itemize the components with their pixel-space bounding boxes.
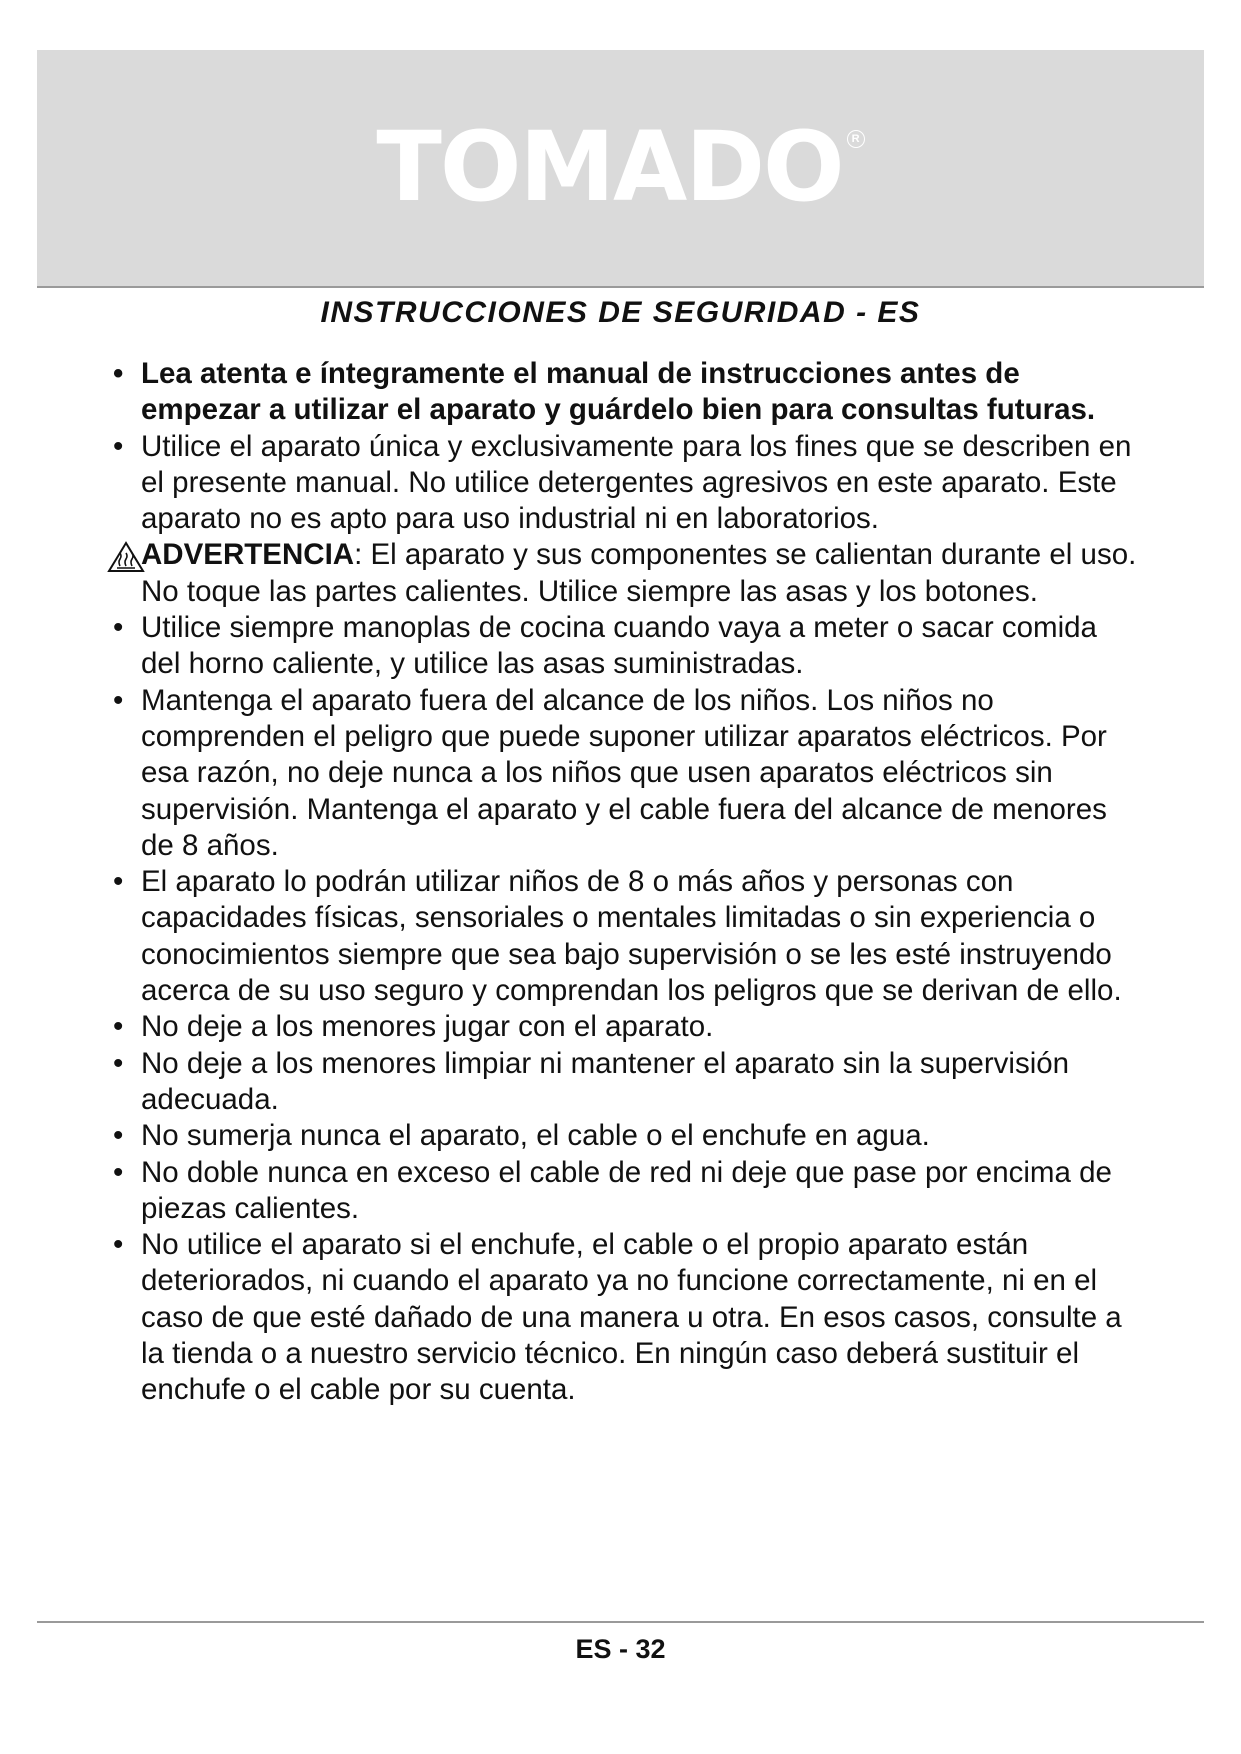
- header-band: [37, 50, 1204, 288]
- bullet: •: [113, 1155, 124, 1189]
- list-item: [113, 429, 1143, 538]
- bullet: •: [113, 1228, 124, 1262]
- list-item-text: No doble nunca en exceso el cable de red ni deje que pase por encima de piezas calientes.: [141, 1155, 1112, 1225]
- list-item: [113, 683, 1143, 864]
- page-number: ES - 32: [575, 1634, 666, 1664]
- safety-instructions-list: [113, 356, 1143, 1409]
- list-item: [113, 1227, 1143, 1408]
- list-item-text: Lea atenta e íntegramente el manual de instrucciones antes de empezar a utilizar el aparato y guárdelo bien para consultas futuras.: [141, 357, 1096, 427]
- list-item: [113, 1046, 1143, 1119]
- hot-surface-warning-icon: [107, 541, 145, 573]
- list-item-text: : El aparato y sus componentes se calientan durante el uso. No toque las partes calientes. Utilice siempre las asas y los botones.: [141, 538, 1137, 608]
- list-item-text: Utilice siempre manoplas de cocina cuando vaya a meter o sacar comida del horno caliente, y utilice las asas suministradas.: [141, 611, 1097, 681]
- list-item-text: Utilice el aparato única y exclusivamente para los fines que se describen en el presente manual. No utilice detergentes agresivos en este aparato. Este aparato no es apto para uso industrial ni en laboratorios.: [141, 429, 1132, 536]
- brand-name: TOMADO: [376, 111, 843, 223]
- list-item: [113, 356, 1143, 429]
- page-title: INSTRUCCIONES DE SEGURIDAD - ES: [320, 296, 921, 329]
- list-item: [113, 1155, 1143, 1228]
- bullet: •: [113, 1010, 124, 1044]
- registered-mark-icon: R: [847, 130, 865, 148]
- list-item: [113, 1118, 1143, 1154]
- list-item-text: No deje a los menores limpiar ni mantener el aparato sin la supervisión adecuada.: [141, 1046, 1070, 1116]
- bullet: •: [113, 1119, 124, 1153]
- bullet: •: [113, 611, 124, 645]
- brand-logo: [37, 102, 1204, 232]
- bullet: •: [113, 865, 124, 899]
- warning-label: ADVERTENCIA: [141, 538, 355, 572]
- footer-divider: [37, 1621, 1204, 1623]
- list-item-text: No deje a los menores jugar con el aparato.: [141, 1010, 714, 1044]
- list-item: [113, 1009, 1143, 1045]
- bullet: •: [113, 1046, 124, 1080]
- bullet: •: [113, 429, 124, 463]
- list-item-text: Mantenga el aparato fuera del alcance de los niños. Los niños no comprenden el peligro que puede suponer utilizar aparatos eléctricos. Por esa razón, no deje nunca a los niños que usen aparatos eléctricos sin supervisión. Mantenga el aparato y el cable fuera del alcance de menores de 8 años.: [141, 683, 1107, 862]
- bullet: •: [113, 357, 124, 390]
- list-item-text: No sumerja nunca el aparato, el cable o el enchufe en agua.: [141, 1119, 930, 1153]
- list-item-text: No utilice el aparato si el enchufe, el cable o el propio aparato están deteriorados, ni cuando el aparato ya no funcione correctamente, ni en el caso de que esté dañado de una manera u otra. En esos casos, consulte a la tienda o a nuestro servicio técnico. En ningún caso deberá sustituir el enchufe o el cable por su cuenta.: [141, 1228, 1122, 1407]
- bullet: •: [113, 683, 124, 717]
- list-item-text: El aparato lo podrán utilizar niños de 8 o más años y personas con capacidades físicas, sensoriales o mentales limitadas o sin experiencia o conocimientos siempre que sea bajo supervisión o se les esté instruyendo acerca de su uso seguro y comprendan los peligros que se derivan de ello.: [141, 865, 1122, 1008]
- warning-item: [113, 537, 1143, 610]
- list-item: [113, 864, 1143, 1009]
- list-item: [113, 610, 1143, 683]
